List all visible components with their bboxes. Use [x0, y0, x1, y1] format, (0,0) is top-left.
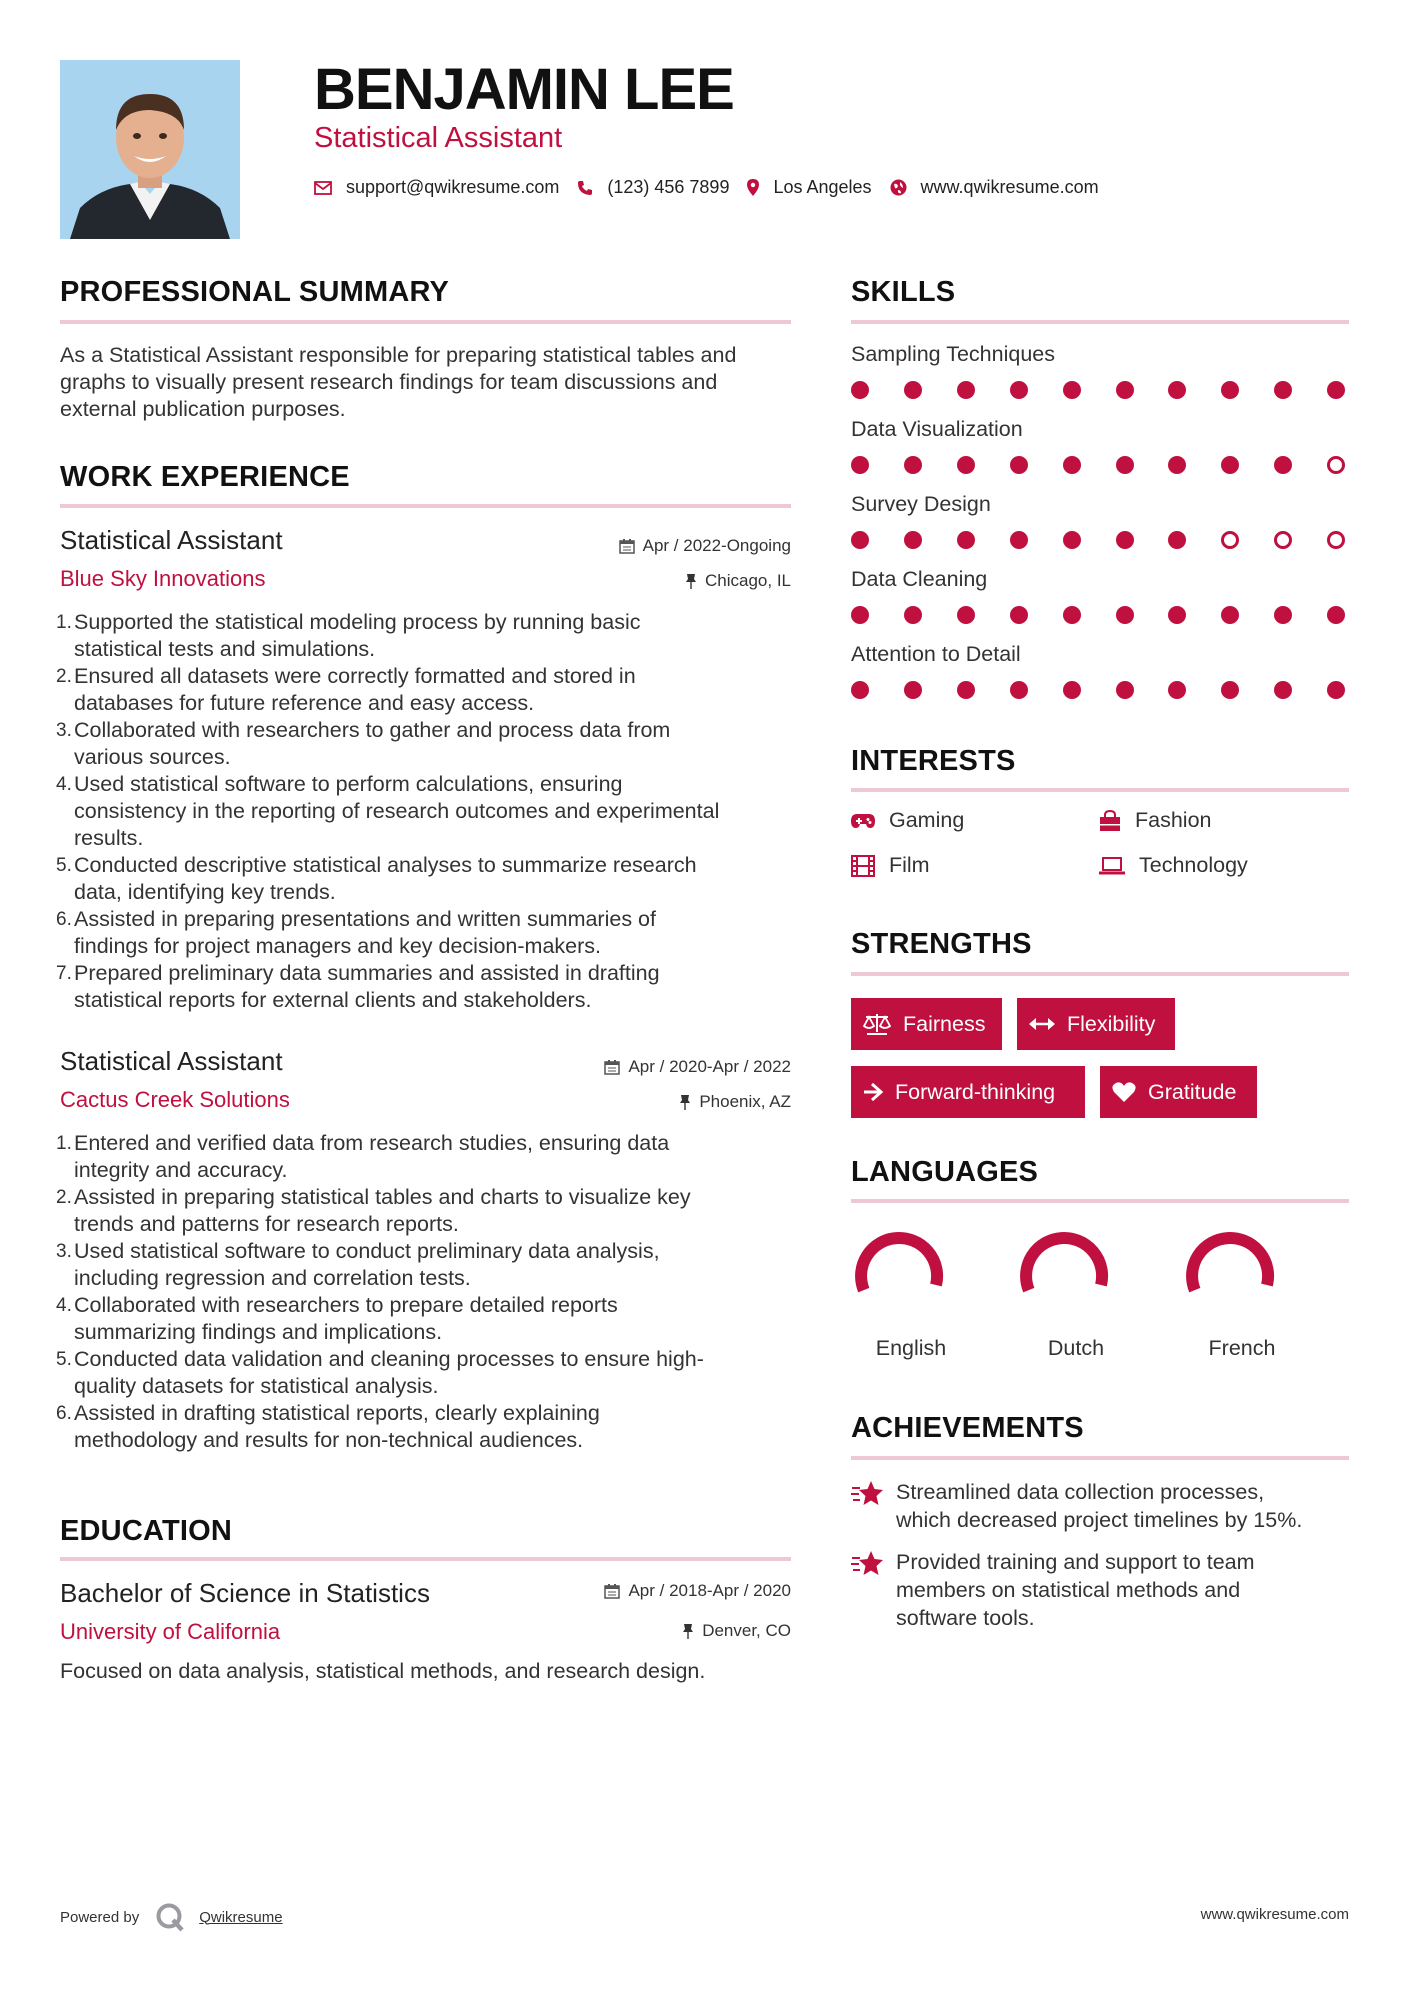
job-title: Statistical Assistant [60, 1046, 283, 1076]
list-line: Prepared preliminary data summaries and assisted in drafting [74, 961, 660, 985]
arrow-right-icon [863, 1082, 883, 1102]
language-item [1011, 1223, 1141, 1368]
contact-email-text: support@qwikresume.com [346, 177, 560, 197]
skill-dot-filled [957, 531, 975, 549]
work-heading: WORK EXPERIENCE [60, 461, 350, 493]
list-line: Conducted data validation and cleaning processes to ensure high- [74, 1347, 704, 1371]
skill-dot-filled [1116, 381, 1134, 399]
list-line: trends and patterns for research reports. [74, 1212, 459, 1236]
contact-website-text: www.qwikresume.com [920, 177, 1099, 197]
skill-dot-filled [1168, 531, 1186, 549]
language-item [1177, 1223, 1307, 1368]
skill-dot-filled [1221, 681, 1239, 699]
languages-divider [851, 1199, 1349, 1203]
language-label: Dutch [1047, 1336, 1105, 1360]
skill-dot-filled [1274, 456, 1292, 474]
skill-dot-filled [1327, 606, 1345, 624]
skills-divider [851, 320, 1349, 324]
list-item [56, 1292, 796, 1346]
powered-by-text: Powered by [60, 1908, 140, 1926]
skill-dot-filled [851, 531, 869, 549]
list-line: databases for future reference and easy access. [74, 691, 535, 715]
language-label: English [875, 1336, 947, 1360]
heart-icon [1112, 1081, 1136, 1103]
list-number: 6. [56, 909, 72, 930]
list-item [56, 771, 796, 852]
strengths-heading: STRENGTHS [851, 928, 1032, 960]
list-line: Assisted in drafting statistical reports, clearly explaining [74, 1401, 600, 1425]
film-icon [851, 855, 875, 877]
summary-line: graphs to visually present research findings for team discussions and [60, 370, 718, 394]
star-icon [851, 1480, 885, 1508]
skill-dot-filled [1063, 456, 1081, 474]
education-divider [60, 1557, 791, 1561]
summary-line: As a Statistical Assistant responsible for preparing statistical tables and [60, 343, 737, 367]
skill-dot-filled [904, 381, 922, 399]
strength-tag [1100, 1066, 1257, 1118]
contact-website[interactable] [890, 177, 1099, 198]
skill-dot-filled [1274, 681, 1292, 699]
skill-dot-filled [957, 381, 975, 399]
list-item [56, 717, 796, 771]
skill-dot-empty [1327, 456, 1345, 474]
skill-dot-filled [1063, 681, 1081, 699]
skill-dot-filled [1010, 531, 1028, 549]
skill-rating [851, 606, 1351, 626]
contact-phone[interactable] [577, 177, 729, 198]
list-line: Assisted in preparing presentations and written summaries of [74, 907, 656, 931]
job-company: Cactus Creek Solutions [60, 1087, 290, 1112]
list-line: Collaborated with researchers to gather and process data from [74, 718, 671, 742]
interest-label: Technology [1139, 853, 1248, 877]
phone-icon [577, 180, 593, 196]
footer-website[interactable]: www.qwikresume.com [1200, 1906, 1349, 1923]
job-date-text: Apr / 2020-Apr / 2022 [628, 1057, 791, 1076]
strength-tag [851, 998, 1002, 1050]
brand-link[interactable]: Qwikresume [199, 1908, 283, 1926]
skill-dot-filled [904, 456, 922, 474]
achievements-heading: ACHIEVEMENTS [851, 1412, 1084, 1444]
list-line: methodology and results for non-technical audiences. [74, 1428, 584, 1452]
list-number: 6. [56, 1403, 72, 1424]
skill-label: Sampling Techniques [851, 342, 1055, 366]
list-line: Conducted descriptive statistical analyses to summarize research [74, 853, 697, 877]
list-line: findings for project managers and key decision-makers. [74, 934, 602, 958]
achievement-item [851, 1478, 1351, 1534]
candidate-title: Statistical Assistant [314, 122, 563, 154]
education-date [480, 1581, 791, 1601]
job-responsibilities [56, 1130, 796, 1454]
education-heading: EDUCATION [60, 1515, 233, 1547]
list-item [56, 852, 796, 906]
list-item [56, 663, 796, 717]
contact-location [747, 177, 871, 198]
list-line: summarizing findings and implications. [74, 1320, 443, 1344]
skill-dot-filled [851, 381, 869, 399]
list-line: Supported the statistical modeling process by running basic [74, 610, 641, 634]
candidate-name: BENJAMIN LEE [314, 57, 734, 122]
list-line: Entered and verified data from research studies, ensuring data [74, 1131, 670, 1155]
degree-title: Bachelor of Science in Statistics [60, 1578, 430, 1608]
interests-heading: INTERESTS [851, 745, 1016, 777]
skill-dot-filled [1221, 606, 1239, 624]
language-gauge-arc [1026, 1238, 1102, 1290]
education-date-text: Apr / 2018-Apr / 2020 [628, 1581, 791, 1600]
contact-bar [314, 177, 1117, 198]
list-number: 5. [56, 855, 72, 876]
skill-dot-filled [1063, 381, 1081, 399]
skill-dot-filled [1063, 531, 1081, 549]
skill-dot-filled [1010, 681, 1028, 699]
list-number: 2. [56, 666, 72, 687]
job-location-text: Phoenix, AZ [699, 1092, 791, 1111]
achievement-item [851, 1548, 1351, 1632]
pin-icon [685, 573, 697, 589]
list-item [56, 609, 796, 663]
list-item [56, 1130, 796, 1184]
shopping-bag-icon [1099, 810, 1121, 832]
list-item [56, 1184, 796, 1238]
list-number: 3. [56, 720, 72, 741]
skill-label: Attention to Detail [851, 642, 1021, 666]
list-number: 5. [56, 1349, 72, 1370]
list-line: Collaborated with researchers to prepare detailed reports [74, 1293, 618, 1317]
language-label: French [1208, 1336, 1276, 1360]
skill-dot-filled [1221, 381, 1239, 399]
list-line: various sources. [74, 745, 231, 769]
list-item [56, 960, 796, 1014]
list-number: 4. [56, 774, 72, 795]
list-line: integrity and accuracy. [74, 1158, 288, 1182]
skill-dot-filled [1168, 456, 1186, 474]
list-line: Assisted in preparing statistical tables and charts to visualize key [74, 1185, 691, 1209]
language-gauge-arc [861, 1238, 937, 1290]
skill-rating [851, 381, 1351, 401]
calendar-icon [604, 1583, 620, 1599]
strength-tag [851, 1066, 1085, 1118]
achievement-line: which decreased project timelines by 15%. [896, 1508, 1303, 1532]
job-responsibilities [56, 609, 796, 1014]
strength-label: Flexibility [1067, 1011, 1156, 1036]
balance-scale-icon [863, 1013, 891, 1035]
skill-dot-filled [1116, 681, 1134, 699]
language-gauge [846, 1223, 976, 1323]
skill-dot-filled [1274, 606, 1292, 624]
skill-dot-filled [1116, 531, 1134, 549]
list-line: Used statistical software to conduct preliminary data analysis, [74, 1239, 660, 1263]
achievement-line: software tools. [896, 1606, 1035, 1630]
language-item [846, 1223, 976, 1368]
skill-dot-filled [957, 681, 975, 699]
achievements-divider [851, 1456, 1349, 1460]
achievement-line: Streamlined data collection processes, [896, 1480, 1265, 1504]
skill-dot-filled [1010, 381, 1028, 399]
school-name: University of California [60, 1619, 281, 1644]
list-line: including regression and correlation tests. [74, 1266, 471, 1290]
skill-dot-filled [1168, 381, 1186, 399]
list-line: data, identifying key trends. [74, 880, 336, 904]
profile-photo [60, 60, 240, 239]
skill-rating [851, 456, 1351, 476]
skill-dot-filled [1116, 456, 1134, 474]
achievement-line: Provided training and support to team [896, 1550, 1255, 1574]
job-date-text: Apr / 2022-Ongoing [642, 536, 791, 555]
strength-label: Forward-thinking [895, 1079, 1056, 1104]
map-marker-icon [747, 179, 759, 196]
list-number: 4. [56, 1295, 72, 1316]
skill-dot-filled [1168, 606, 1186, 624]
skill-dot-empty [1221, 531, 1239, 549]
skill-dot-empty [1274, 531, 1292, 549]
summary-text [60, 342, 800, 423]
strengths-divider [851, 972, 1349, 976]
strength-tag [1017, 998, 1175, 1050]
skill-dot-filled [1274, 381, 1292, 399]
job-location [480, 1092, 791, 1112]
interest-label: Gaming [889, 808, 965, 832]
language-gauge [1177, 1223, 1307, 1323]
strength-label: Gratitude [1148, 1079, 1237, 1104]
job-title: Statistical Assistant [60, 525, 283, 555]
interest-item [1099, 853, 1248, 878]
language-gauge-arc [1192, 1238, 1268, 1290]
skill-dot-filled [904, 531, 922, 549]
skill-dot-filled [904, 606, 922, 624]
skill-dot-filled [957, 456, 975, 474]
job-company: Blue Sky Innovations [60, 566, 266, 591]
interest-label: Film [889, 853, 930, 877]
contact-phone-text: (123) 456 7899 [607, 177, 730, 197]
interest-item [851, 808, 964, 833]
skill-dot-filled [1327, 381, 1345, 399]
skills-heading: SKILLS [851, 276, 956, 308]
list-line: Used statistical software to perform calculations, ensuring [74, 772, 623, 796]
skill-dot-filled [904, 681, 922, 699]
list-number: 2. [56, 1187, 72, 1208]
list-item [56, 1346, 796, 1400]
skill-label: Data Visualization [851, 417, 1023, 441]
star-icon [851, 1550, 885, 1578]
education-location-text: Denver, CO [702, 1621, 791, 1640]
skill-dot-filled [1221, 456, 1239, 474]
job-location [480, 571, 791, 591]
list-line: statistical reports for external clients and stakeholders. [74, 988, 592, 1012]
skill-dot-empty [1327, 531, 1345, 549]
skill-dot-filled [1010, 456, 1028, 474]
skill-dot-filled [1116, 606, 1134, 624]
job-location-text: Chicago, IL [705, 571, 791, 590]
arrows-horizontal-icon [1029, 1017, 1055, 1031]
contact-email[interactable] [314, 177, 559, 198]
interest-item [851, 853, 930, 878]
strength-label: Fairness [903, 1011, 986, 1036]
list-line: Ensured all datasets were correctly formatted and stored in [74, 664, 636, 688]
list-number: 3. [56, 1241, 72, 1262]
list-item [56, 906, 796, 960]
skill-dot-filled [1010, 606, 1028, 624]
job-date [480, 536, 791, 556]
language-gauge [1011, 1223, 1141, 1323]
envelope-icon [314, 181, 332, 195]
list-item [56, 1400, 796, 1454]
list-line: results. [74, 826, 144, 850]
footer-powered-by [60, 1902, 283, 1932]
pin-icon [679, 1094, 691, 1110]
calendar-icon [604, 1059, 620, 1075]
skill-rating [851, 681, 1351, 701]
list-number: 1. [56, 612, 72, 633]
skill-dot-filled [851, 606, 869, 624]
skill-dot-filled [851, 456, 869, 474]
skill-dot-filled [1327, 681, 1345, 699]
pin-icon [682, 1623, 694, 1639]
interests-divider [851, 788, 1349, 792]
work-divider [60, 504, 791, 508]
skill-dot-filled [1063, 606, 1081, 624]
skill-label: Survey Design [851, 492, 991, 516]
calendar-icon [619, 538, 635, 554]
list-line: statistical tests and simulations. [74, 637, 376, 661]
list-line: quality datasets for statistical analysis. [74, 1374, 439, 1398]
list-line: consistency in the reporting of research outcomes and experimental [74, 799, 720, 823]
skill-dot-filled [1168, 681, 1186, 699]
education-description: Focused on data analysis, statistical methods, and research design. [60, 1659, 706, 1683]
globe-icon [890, 179, 907, 196]
laptop-icon [1099, 857, 1125, 875]
qwikresume-logo-icon [155, 1902, 185, 1932]
gamepad-icon [851, 813, 875, 829]
list-number: 7. [56, 963, 72, 984]
list-item [56, 1238, 796, 1292]
interest-item [1099, 808, 1212, 833]
summary-divider [60, 320, 791, 324]
skill-rating [851, 531, 1351, 551]
list-number: 1. [56, 1133, 72, 1154]
skill-dot-filled [851, 681, 869, 699]
languages-heading: LANGUAGES [851, 1156, 1039, 1188]
job-date [480, 1057, 791, 1077]
summary-heading: PROFESSIONAL SUMMARY [60, 276, 450, 308]
skill-label: Data Cleaning [851, 567, 988, 591]
contact-location-text: Los Angeles [773, 177, 872, 197]
achievement-line: members on statistical methods and [896, 1578, 1241, 1602]
interest-label: Fashion [1135, 808, 1212, 832]
education-location [480, 1621, 791, 1641]
summary-line: external publication purposes. [60, 397, 346, 421]
skill-dot-filled [957, 606, 975, 624]
